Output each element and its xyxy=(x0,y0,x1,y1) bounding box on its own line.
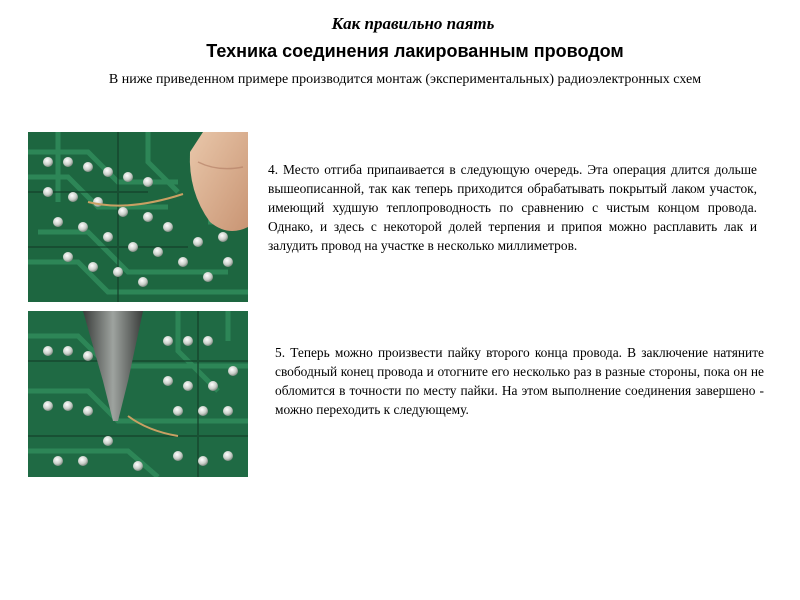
intro-text: В ниже приведенном примере производится монтаж (экспериментальных) радиоэлектронных схем xyxy=(108,72,702,87)
step-4-text: 4. Место отгиба припаивается в следующую очередь. Эта операция длится дольше вышеописанной, так как теперь приходится обрабатывать покрытый лаком участок, имеющий худшую теплопроводность по сравнению с чистым концом провода. Однако, и здесь с некоторой долей терпения и припоя можно расплавить лак и залудить провод на участке в несколько миллиметров. xyxy=(268,162,757,253)
pcb-image-2 xyxy=(28,311,248,477)
slide-subtitle: Техника соединения лакированным проводом xyxy=(206,41,624,61)
pcb-photo-soldering-bend xyxy=(28,132,248,302)
pcb-photo-soldering-iron xyxy=(28,311,248,477)
pcb-image-1 xyxy=(28,132,248,302)
step-5-text: 5. Теперь можно произвести пайку второго конца провода. В заключение натяните свободный конец провода и отогните его несколько раз в разные стороны, пока он не обломится в точности по месту пайки. На этом выполнение соединения завершено - можно переходить к следующему. xyxy=(275,345,764,417)
slide-title: Как правильно паять xyxy=(331,14,495,33)
